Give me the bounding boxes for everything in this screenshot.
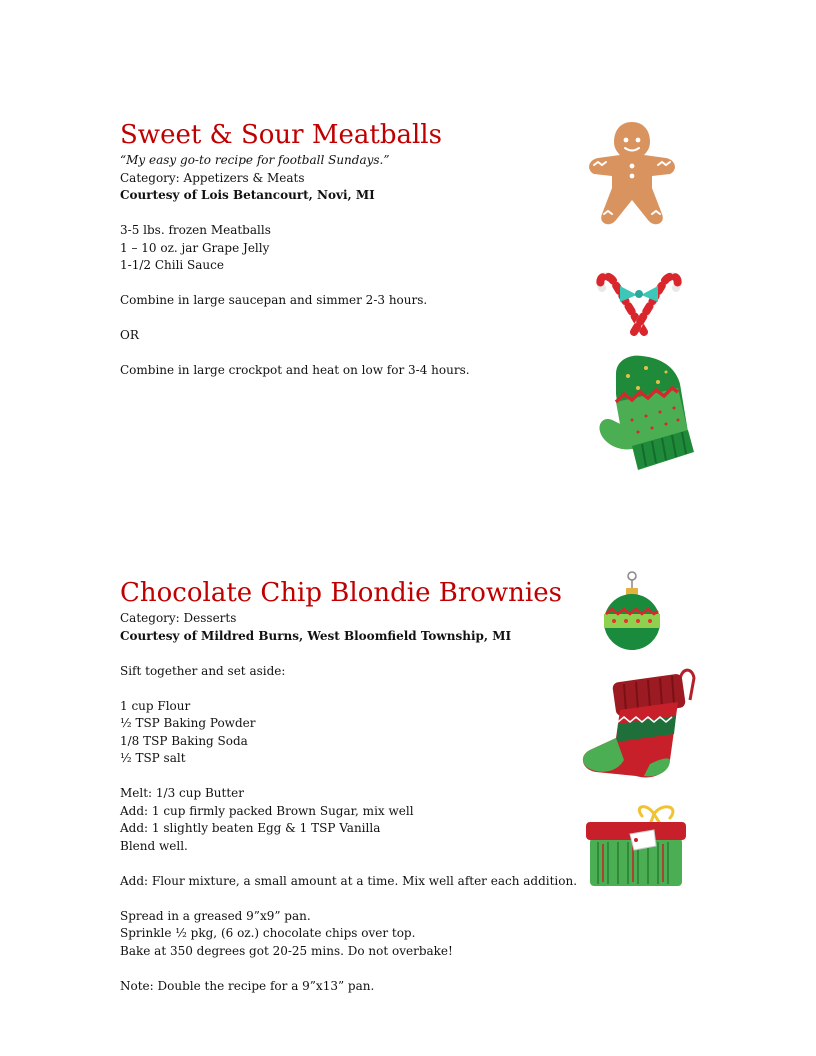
- recipe-sweet-sour-meatballs: [120, 118, 560, 380]
- ingredient-line: 1 cup Flour: [120, 698, 191, 713]
- instruction-line: OR: [120, 328, 139, 342]
- ingredient-line: 1-1/2 Chili Sauce: [120, 258, 224, 272]
- instruction-line: Combine in large crockpot and heat on low for 3-4 hours.: [120, 363, 470, 377]
- recipe-category: Category: Desserts: [120, 611, 237, 625]
- ornament-icon: [600, 570, 664, 654]
- recipe-note: Note: Double the recipe for a 9”x13” pan.: [120, 978, 375, 993]
- recipe-courtesy: Courtesy of Lois Betancourt, Novi, MI: [120, 188, 375, 202]
- recipe-title: Chocolate Chip Blondie Brownies: [120, 578, 562, 608]
- recipe-category: Category: Appetizers & Meats: [120, 170, 305, 185]
- instruction-line: Combine in large saucepan and simmer 2-3 hours.: [120, 293, 428, 307]
- recipe-courtesy: Courtesy of Mildred Burns, West Bloomfield Township, MI: [120, 628, 512, 643]
- recipe-blondie-brownies: [120, 576, 578, 995]
- gingerbread-man-icon: [584, 118, 680, 230]
- instruction-line: Add: 1 cup firmly packed Brown Sugar, mix well: [120, 803, 414, 818]
- instruction-line: Bake at 350 degrees got 20-25 mins. Do not overbake!: [120, 943, 453, 958]
- candy-cane-icon: [594, 264, 684, 336]
- instruction-line: Spread in a greased 9”x9” pan.: [120, 908, 311, 923]
- gift-box-icon: [584, 800, 688, 888]
- ingredient-line: 3-5 lbs. frozen Meatballs: [120, 223, 271, 237]
- instruction-line: Add: 1 slightly beaten Egg & 1 TSP Vanilla: [120, 821, 381, 835]
- ingredient-line: ½ TSP salt: [120, 751, 186, 765]
- ingredient-line: 1 – 10 oz. jar Grape Jelly: [120, 240, 270, 255]
- mitten-icon: [596, 354, 696, 476]
- instruction-line: Sift together and set aside:: [120, 663, 286, 678]
- instruction-line: Melt: 1/3 cup Butter: [120, 786, 245, 800]
- stocking-icon: [580, 664, 698, 782]
- instruction-line: Sprinkle ½ pkg, (6 oz.) chocolate chips over top.: [120, 926, 416, 940]
- instruction-line: Blend well.: [120, 838, 188, 853]
- ingredient-line: 1/8 TSP Baking Soda: [120, 733, 248, 748]
- instruction-line: Add: Flour mixture, a small amount at a time. Mix well after each addition.: [120, 873, 578, 888]
- recipe-title: Sweet & Sour Meatballs: [120, 120, 442, 150]
- ingredient-line: ½ TSP Baking Powder: [120, 716, 256, 730]
- recipe-quote: “My easy go-to recipe for football Sundays.”: [120, 153, 390, 167]
